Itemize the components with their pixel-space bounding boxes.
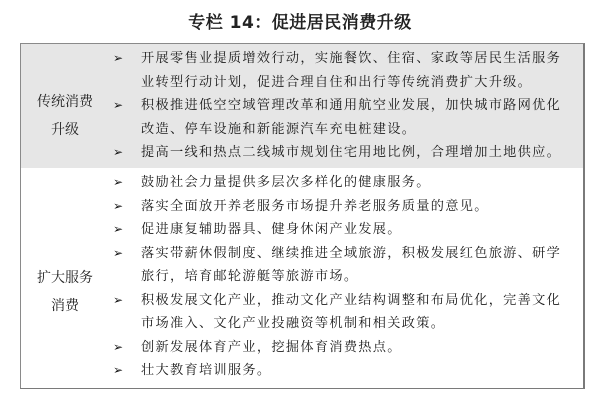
arrow-bullet-icon: ➢ — [113, 363, 125, 377]
list-item: ➢ 积极推进低空空域管理改革和通用航空业发展，加快城市路网优化改造、停车设施和新能源汽车充电桩建设。 — [111, 94, 575, 141]
item-list — [111, 47, 575, 165]
item-list — [111, 171, 575, 383]
arrow-bullet-icon: ➢ — [113, 339, 125, 354]
list-item: ➢ 鼓励社会力量提供多层次多样化的健康服务。 — [111, 171, 575, 195]
policy-table — [20, 43, 585, 389]
arrow-bullet-icon: ➢ — [113, 245, 125, 260]
column-title: 专栏 14：促进居民消费升级 — [188, 13, 412, 33]
arrow-bullet-icon: ➢ — [113, 198, 125, 213]
list-item: ➢ 落实带薪休假制度、继续推进全域旅游，积极发展红色旅游、研学旅行，培育邮轮游艇等旅游市场。 — [111, 242, 575, 289]
list-item: ➢ 开展零售业提质增效行动，实施餐饮、住宿、家政等居民生活服务业转型行动计划，促进合理自住和出行等传统消费扩大升级。 — [111, 47, 575, 94]
section-label: 传统消费 升级 — [37, 94, 93, 138]
list-item: ➢ 壮大教育培训服务。 — [111, 359, 575, 383]
list-item: ➢ 落实全面放开养老服务市场提升养老服务质量的意见。 — [111, 195, 575, 219]
list-item: ➢ 创新发展体育产业，挖掘体育消费热点。 — [111, 336, 575, 360]
section-service-consumption — [21, 168, 583, 388]
section-label: 扩大服务 消费 — [37, 270, 93, 314]
arrow-bullet-icon: ➢ — [113, 145, 125, 159]
arrow-bullet-icon: ➢ — [113, 222, 125, 236]
arrow-bullet-icon: ➢ — [113, 175, 125, 189]
list-item: ➢ 促进康复辅助器具、健身休闲产业发展。 — [111, 218, 575, 242]
arrow-bullet-icon: ➢ — [113, 292, 125, 307]
list-item: ➢ 提高一线和热点二线城市规划住宅用地比例，合理增加土地供应。 — [111, 141, 575, 165]
list-item: ➢ 积极发展文化产业，推动文化产业结构调整和布局优化，完善文化市场准入、文化产业投融资等机制和相关政策。 — [111, 289, 575, 336]
arrow-bullet-icon: ➢ — [113, 51, 125, 65]
section-traditional-consumption — [21, 44, 583, 168]
arrow-bullet-icon: ➢ — [113, 98, 125, 112]
